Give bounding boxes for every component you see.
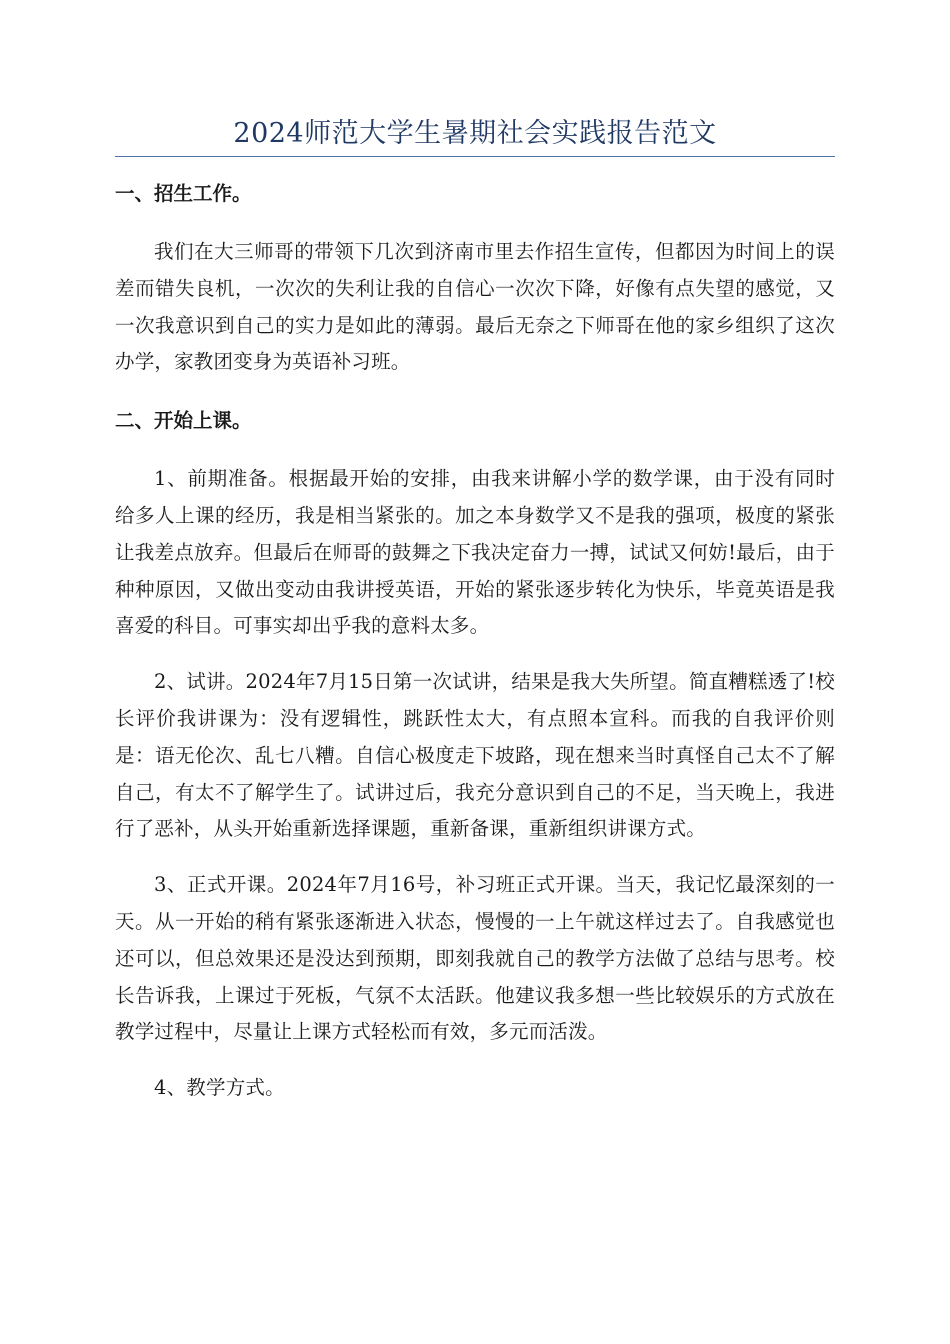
paragraph-teaching-method: 4、教学方式。 xyxy=(154,1076,285,1100)
title-block xyxy=(115,112,835,157)
document-title: 2024师范大学生暑期社会实践报告范文 xyxy=(233,118,717,149)
paragraph-trial-lecture: 2、试讲。2024年7月15日第一次试讲，结果是我大失所望。简直糟糕透了!校长评价我讲课为：没有逻辑性，跳跃性太大，有点照本宣科。而我的自我评价则是：语无伦次、乱七八糟。自信心极度走下坡路，现在想来当时真怪自己太不了解自己，有太不了解学生了。试讲过后，我充分意识到自己的不足，当天晚上，我进行了恶补，从头开始重新选择课题，重新备课，重新组织讲课方式。 xyxy=(115,670,835,841)
paragraph-recruitment: 我们在大三师哥的带领下几次到济南市里去作招生宣传，但都因为时间上的误差而错失良机，一次次的失利让我的自信心一次次下降，好像有点失望的感觉，又一次我意识到自己的实力是如此的薄弱。最后无奈之下师哥在他的家乡组织了这次办学，家教团变身为英语补习班。 xyxy=(115,240,835,374)
paragraph-class-start: 3、正式开课。2024年7月16号，补习班正式开课。当天，我记忆最深刻的一天。从一开始的稍有紧张逐渐进入状态，慢慢的一上午就这样过去了。自我感觉也还可以，但总效果还是没达到预期，即刻我就自己的教学方法做了总结与思考。校长告诉我，上课过于死板，气氛不太活跃。他建议我多想一些比较娱乐的方式放在教学过程中，尽量让上课方式轻松而有效，多元而活泼。 xyxy=(115,873,835,1044)
section-heading-teaching: 二、开始上课。 xyxy=(115,409,252,433)
paragraph-preparation: 1、前期准备。根据最开始的安排，由我来讲解小学的数学课，由于没有同时给多人上课的经历，我是相当紧张的。加之本身数学又不是我的强项，极度的紧张让我差点放弃。但最后在师哥的鼓舞之下我决定奋力一搏，试试又何妨!最后，由于种种原因，又做出变动由我讲授英语，开始的紧张逐步转化为快乐，毕竟英语是我喜爱的科目。可事实却出乎我的意料太多。 xyxy=(115,467,835,638)
section-heading-recruitment: 一、招生工作。 xyxy=(115,182,252,205)
document-body xyxy=(115,176,835,1107)
